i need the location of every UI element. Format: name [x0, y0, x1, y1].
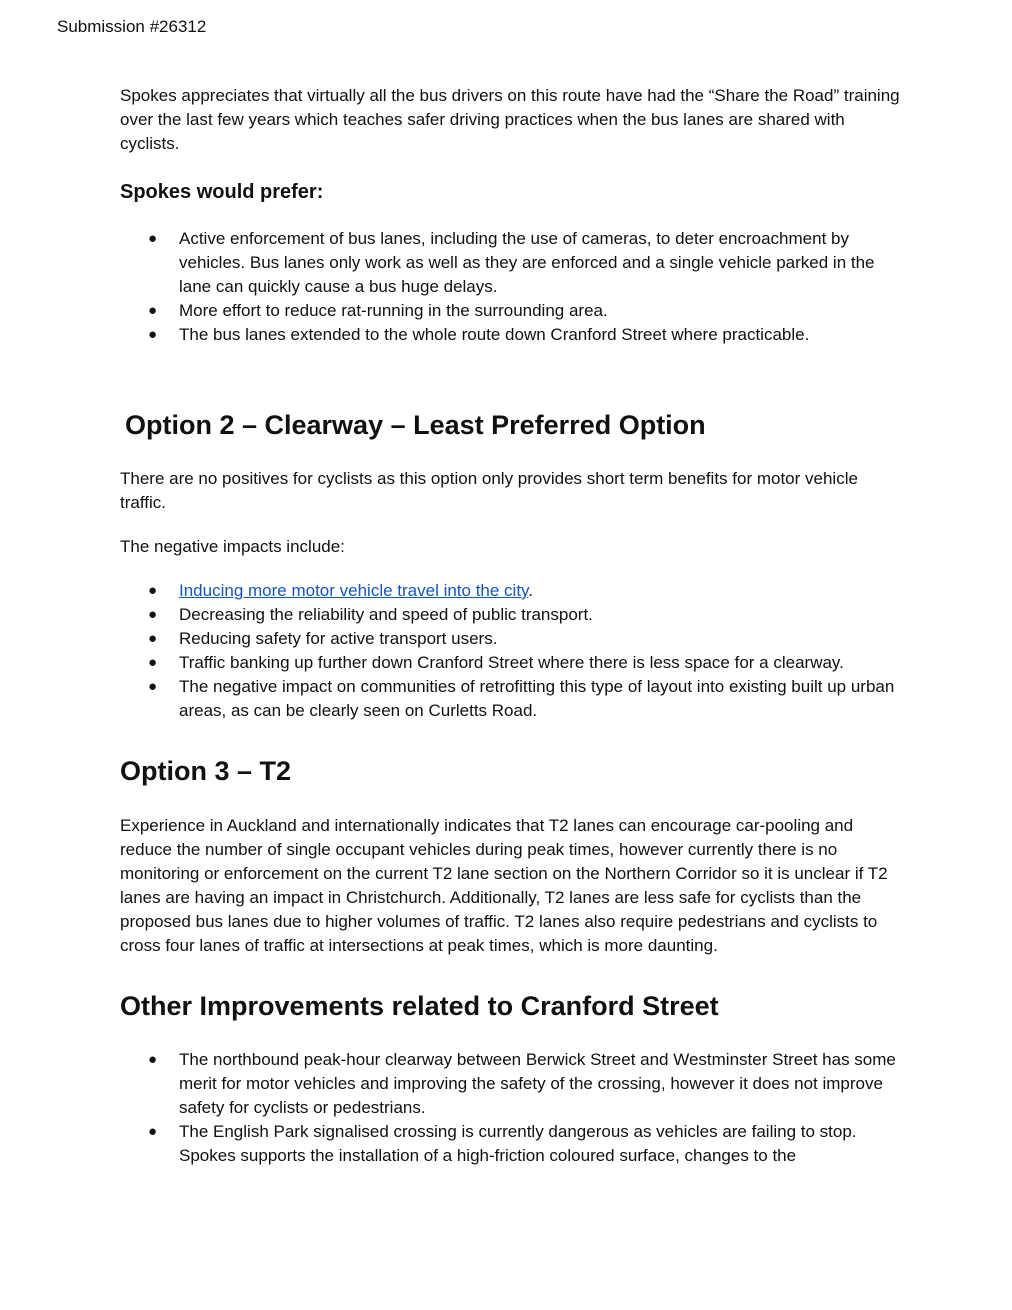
option2-heading: Option 2 – Clearway – Least Preferred Option: [125, 410, 706, 440]
prefer-heading: Spokes would prefer:: [120, 181, 324, 203]
bullet-icon: ●: [148, 606, 158, 623]
list-item: [120, 579, 900, 603]
bullet-icon: ●: [148, 326, 158, 343]
negatives-intro: The negative impacts include:: [120, 537, 345, 556]
bullet-icon: ●: [148, 230, 158, 247]
other-improvements-heading: Other Improvements related to Cranford Street: [120, 991, 719, 1021]
list-item: [120, 323, 900, 347]
option3-paragraph: Experience in Auckland and internationally indicates that T2 lanes can encourage car-pooling and reduce the number of single occupant vehicles during peak times, however currently there is no monitoring or enforcement on the current T2 lane section on the Northern Corridor so it is unclear if T2 lanes are having an impact in Christchurch. Additionally, T2 lanes are less safe for cyclists than the proposed bus lanes due to higher volumes of traffic. T2 lanes also require pedestrians and cyclists to cross four lanes of traffic at intersections at peak times, which is more daunting.: [120, 816, 888, 955]
list-item: [120, 299, 900, 323]
option2-paragraph: There are no positives for cyclists as this option only provides short term benefits for motor vehicle traffic.: [120, 469, 858, 512]
submission-number: Submission #26312: [57, 17, 207, 36]
bullet-icon: ●: [148, 302, 158, 319]
intro-paragraph: Spokes appreciates that virtually all the bus drivers on this route have had the “Share the Road” training over the last few years which teaches safer driving practices when the bus lanes are shared with cyclists.: [120, 86, 900, 153]
bullet-icon: ●: [148, 678, 158, 695]
list-item: [120, 603, 900, 627]
bullet-icon: ●: [148, 582, 158, 599]
list-item: [120, 651, 900, 675]
list-item-text: Decreasing the reliability and speed of public transport.: [179, 605, 593, 624]
list-item-text: The northbound peak-hour clearway between Berwick Street and Westminster Street has some merit for motor vehicles and improving the safety of the crossing, however it does not improve safety for cyclists or pedestrians.: [179, 1050, 896, 1117]
list-item-text: More effort to reduce rat-running in the surrounding area.: [179, 301, 608, 320]
option3-heading: Option 3 – T2: [120, 756, 292, 786]
bullet-icon: ●: [148, 654, 158, 671]
negatives-list: [120, 579, 900, 723]
bullet-icon: ●: [148, 1123, 158, 1140]
list-item: [120, 1048, 900, 1120]
list-item-text: Reducing safety for active transport users.: [179, 629, 498, 648]
link-suffix: .: [528, 581, 534, 600]
list-item-text: The negative impact on communities of retrofitting this type of layout into existing built up urban areas, as can be clearly seen on Curletts Road.: [179, 677, 895, 720]
document-body: [120, 84, 900, 1168]
list-item: [120, 675, 900, 723]
list-item-text: Traffic banking up further down Cranford Street where there is less space for a clearway.: [179, 653, 844, 672]
other-list: [120, 1048, 900, 1168]
inducing-travel-link[interactable]: Inducing more motor vehicle travel into the city: [179, 581, 529, 600]
bullet-icon: ●: [148, 1051, 158, 1068]
bullet-icon: ●: [148, 630, 158, 647]
prefer-list: [120, 227, 900, 347]
list-item-text: The English Park signalised crossing is currently dangerous as vehicles are failing to stop. Spokes supports the installation of a high-friction coloured surface, changes to the: [179, 1122, 857, 1165]
list-item: [120, 627, 900, 651]
list-item-text: Active enforcement of bus lanes, including the use of cameras, to deter encroachment by vehicles. Bus lanes only work as well as they are enforced and a single vehicle parked in the lane can quickly cause a bus huge delays.: [179, 229, 875, 296]
list-item-text: The bus lanes extended to the whole route down Cranford Street where practicable.: [179, 325, 810, 344]
list-item: [120, 1120, 900, 1168]
list-item: [120, 227, 900, 299]
